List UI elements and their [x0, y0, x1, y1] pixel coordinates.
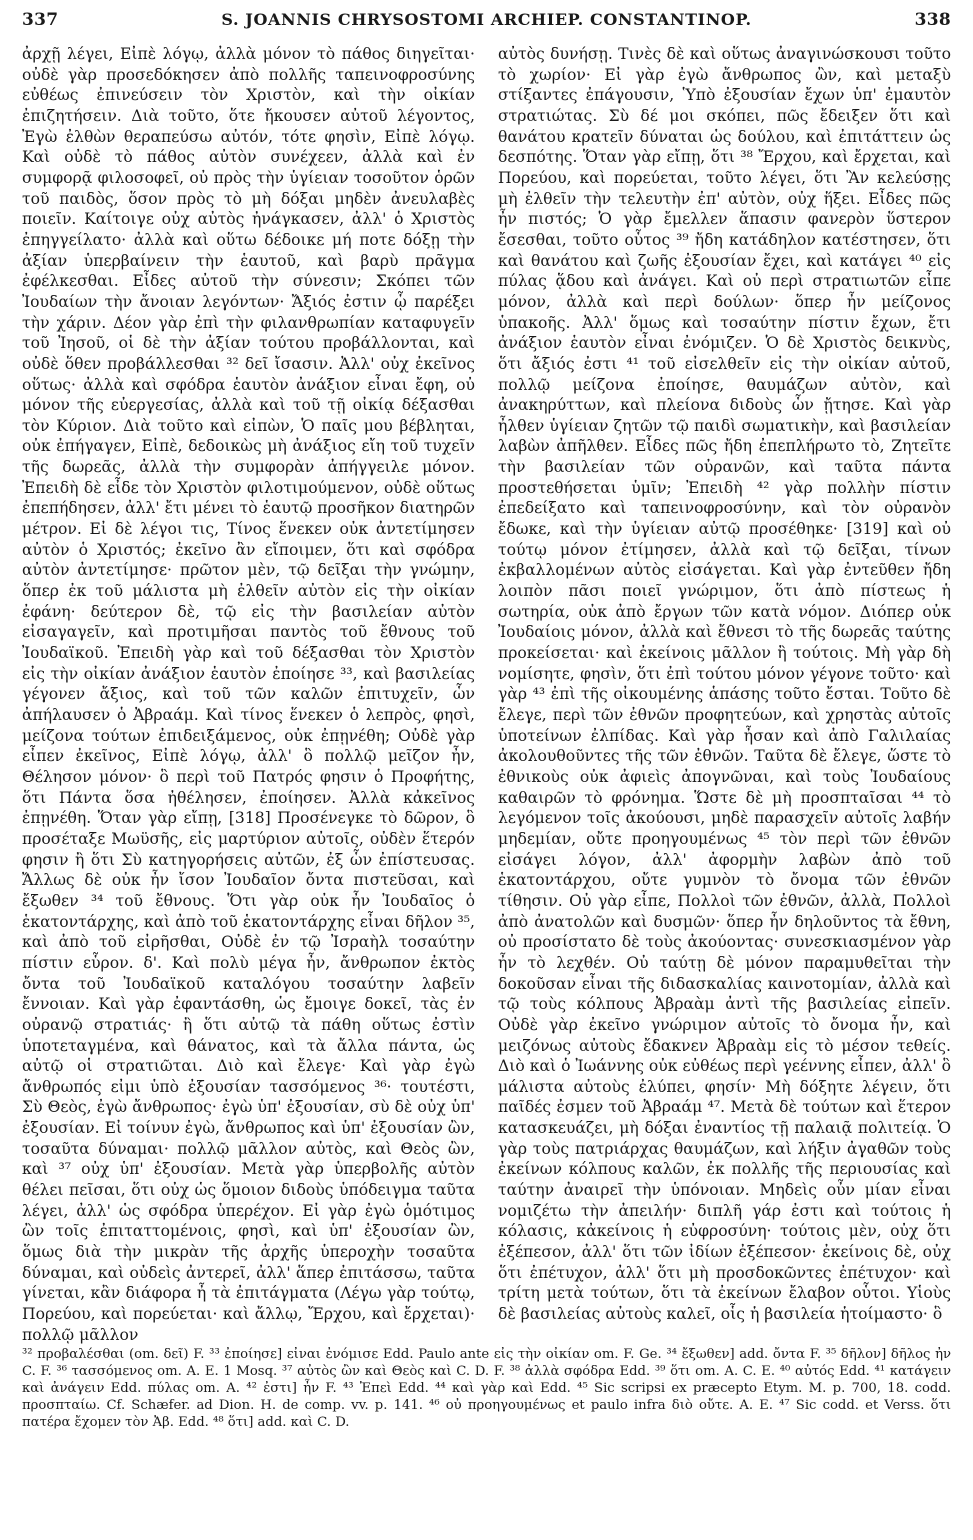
page-number-left: 337 — [22, 10, 59, 30]
left-column-text: ἀρχῇ λέγει, Εἰπὲ λόγῳ, ἀλλὰ μόνον τὸ πάθος διηγεῖται· οὐδὲ γὰρ προσεδόκησεν ἀπὸ πολλῆς ταπεινοφροσύνης εὐθέως ἐπινεύσειν τὸν Χριστὸν, καὶ τὴν οἰκίαν ἐπιζητήσειν. Διὰ τοῦτο, ὅτε ἤκουσεν αὐτοῦ λέγοντος, Ἐγὼ ἐλθὼν θεραπεύσω αὐτόν, τότε φησὶν, Εἰπὲ λόγῳ. Καὶ οὐδὲ τὸ πάθος αὐτὸν συνέχεεν, ἀλλὰ καὶ ἐν συμφορᾷ φιλοσοφεῖ, οὐ πρὸς τὴν ὑγίειαν τοσοῦτον ὁρῶν τοῦ παιδὸς, ὅσον πρὸς τὸ μὴ δόξαι μηδὲν ἀνευλαβὲς ποιεῖν. Καίτοιγε οὐχ αὐτὸς ἠνάγκασεν, ἀλλ' ὁ Χριστὸς ἐπηγγείλατο· ἀλλὰ καὶ οὕτω δέδοικε μή ποτε δόξῃ τὴν ἀξίαν ὑπερβαίνειν τὴν ἑαυτοῦ, καὶ βαρὺ πρᾶγμα ἐφέλκεσθαι. Εἶδες αὐτοῦ τὴν σύνεσιν; Σκόπει τῶν Ἰουδαίων τὴν ἄνοιαν λεγόντων· Ἄξιός ἐστιν ᾧ παρέξει τὴν χάριν. Δέον γὰρ ἐπὶ τὴν φιλανθρωπίαν καταφυγεῖν τοῦ Ἰησοῦ, οἱ δὲ τὴν ἀξίαν τούτου προβάλλονται, καὶ οὐδὲ ὅθεν προβάλλεσθαι ³² δεῖ ἴσασιν. Ἀλλ' οὐχ ἐκεῖνος οὕτως· ἀλλὰ καὶ σφόδρα ἑαυτὸν ἀνάξιον εἶναι ἔφη, οὐ μόνον τῆς εὐεργεσίας, ἀλλὰ καὶ τοῦ τῇ οἰκίᾳ δέξασθαι τὸν Κύριον. Διὰ τοῦτο καὶ εἰπὼν, Ὁ παῖς μου βέβληται, οὐκ ἐπήγαγεν, Εἰπὲ, δεδοικὼς μὴ ἀνάξιος εἴη τοῦ τυχεῖν τῆς δωρεᾶς, ἀλλὰ τὴν συμφορὰν ἀπήγγειλε μόνον. Ἐπειδὴ δὲ εἶδε τὸν Χριστὸν φιλοτιμούμενον, οὐδὲ οὕτως ἐπεπήδησεν, ἀλλ' ἔτι μένει τὸ ἑαυτῷ προσῆκον διατηρῶν μέτρον. Εἰ δὲ λέγοι τις, Τίνος ἕνεκεν οὐκ ἀντετίμησεν αὐτὸν ὁ Χριστός; ἐκεῖνο ἂν εἴποιμεν, ὅτι καὶ σφόδρα αὐτὸν ἀντετίμησε· πρῶτον μὲν, τῷ δεῖξαι τὴν γνώμην, ὅπερ ἐκ τοῦ μάλιστα μὴ ἐλθεῖν αὐτὸν εἰς τὴν οἰκίαν ἐφάνη· δεύτερον δὲ, τῷ εἰς τὴν βασιλείαν αὐτὸν εἰσαγαγεῖν, καὶ προτιμῆσαι παντὸς τοῦ ἔθνους τοῦ Ἰουδαϊκοῦ. Ἐπειδὴ γὰρ καὶ τοῦ δέξασθαι τὸν Χριστὸν εἰς τὴν οἰκίαν ἀνάξιον ἑαυτὸν ἐποίησε ³³, καὶ βασιλείας γέγονεν ἄξιος, καὶ τοῦ τῶν καλῶν ἐπιτυχεῖν, ὧν ἀπήλαυσεν ὁ Ἀβραάμ. Καὶ τίνος ἕνεκεν ὁ λεπρὸς, φησὶ, μείζονα τούτων ἐπιδειξάμενος, οὐκ ἐπῃνέθη; Οὐδὲ γὰρ εἶπεν ἐκεῖνος, Εἰπὲ λόγῳ, ἀλλ' ὃ πολλῷ μεῖζον ἦν, Θέλησον μόνον· ὃ περὶ τοῦ Πατρός φησιν ὁ Προφήτης, ὅτι Πάντα ὅσα ἠθέλησεν, ἐποίησεν. Ἀλλὰ κἀκεῖνος ἐπῃνέθη. Ὅταν γὰρ εἴπῃ, [318] Προσένεγκε τὸ δῶρον, ὃ προσέταξε Μωϋσῆς, εἰς μαρτύριον αὐτοῖς, οὐδὲν ἕτερόν φησιν ἢ ὅτι Σὺ κατηγορήσεις αὐτῶν, ἐξ ὧν ἐπίστευσας. Ἄλλως δὲ οὐκ ἦν ἴσον Ἰουδαῖον ὄντα πιστεῦσαι, καὶ ἔξωθεν ³⁴ τοῦ ἔθνους. Ὅτι γὰρ οὐκ ἦν Ἰουδαῖος ὁ ἑκατοντάρχης, καὶ ἀπὸ τοῦ ἑκατοντάρχης εἶναι δῆλον ³⁵, καὶ ἀπὸ τοῦ εἰρῆσθαι, Οὐδὲ ἐν τῷ Ἰσραὴλ τοσαύτην πίστιν εὗρον. δ'. Καὶ πολὺ μέγα ἦν, ἄνθρωπον ἐκτὸς ὄντα τοῦ Ἰουδαϊκοῦ καταλόγου τοσαύτην λαβεῖν ἔννοιαν. Καὶ γὰρ ἐφαντάσθη, ὡς ἔμοιγε δοκεῖ, τὰς ἐν οὐρανῷ στρατιάς· ἢ ὅτι αὐτῷ τὰ πάθη οὕτως ἐστὶν ὑποτεταγμένα, καὶ θάνατος, καὶ τὰ ἄλλα πάντα, ὡς αὐτῷ οἱ στρατιῶται. Διὸ καὶ ἔλεγε· Καὶ γὰρ ἐγὼ ἄνθρωπός εἰμι ὑπὸ ἐξουσίαν τασσόμενος ³⁶· τουτέστι, Σὺ Θεὸς, ἐγὼ ἄνθρωπος· ἐγὼ ὑπ' ἐξουσίαν, σὺ δὲ οὐχ ὑπ' ἐξουσίαν. Εἰ τοίνυν ἐγὼ, ἄνθρωπος καὶ ὑπ' ἐξουσίαν ὢν, τοσαῦτα δύναμαι· πολλῷ μᾶλλον αὐτὸς, καὶ Θεὸς ὢν, καὶ ³⁷ οὐχ ὑπ' ἐξουσίαν. Μετὰ γὰρ ὑπερβολῆς αὐτὸν θέλει πεῖσαι, ὅτι οὐχ ὡς ὅμοιον διδοὺς ὑπόδειγμα ταῦτα λέγει, ἀλλ' ὡς σφόδρα ὑπερέχον. Εἰ γὰρ ἐγὼ ὁμότιμος ὢν τοῖς ἐπιταττομένοις, φησὶ, καὶ ὑπ' ἐξουσίαν ὢν, ὅμως διὰ τὴν μικρὰν τῆς ἀρχῆς ὑπεροχὴν τοσαῦτα δύναμαι, καὶ οὐδεὶς ἀντερεῖ, ἀλλ' ἅπερ ἐπιτάσσω, ταῦτα γίνεται, κἂν διάφορα ἦ τὰ ἐπιτάγματα (Λέγω γὰρ τούτῳ, Πορεύου, καὶ πορεύεται· καὶ ἄλλῳ, Ἔρχου, καὶ ἔρχεται)· πολλῷ μᾶλλον — [22, 45, 475, 1344]
right-column — [498, 44, 951, 1345]
running-title: S. JOANNIS CHRYSOSTOMI ARCHIEP. CONSTANTINOP. — [221, 10, 752, 29]
footnotes-text: ³² προβαλέσθαι (om. δεῖ) F. ³³ ἐποίησε] εἶναι ἐνόμισε Edd. Paulo ante εἰς τὴν οἰκίαν om. F. Ge. ³⁴ ἔξωθεν] add. ὄντα F. ³⁵ δῆλον] δῆλος ἦν C. F. ³⁶ τασσόμενος om. A. E. 1 Mosq. ³⁷ αὐτὸς ὢν καὶ Θεὸς καὶ C. D. F. ³⁸ ἀλλὰ σφόδρα Edd. ³⁹ ὅτι om. A. C. E. ⁴⁰ αὐτός Edd. ⁴¹ κατάγειν καὶ ἀνάγειν Edd. πύλας om. A. ⁴² ἐστι] ἦν F. ⁴³ Ἐπεὶ Edd. ⁴⁴ καὶ γὰρ καὶ Edd. ⁴⁵ Sic scripsi ex præcepto Etym. M. p. 700, 18. codd. προσπταίω. Cf. Schæfer. ad Dion. H. de comp. vv. p. 141. ⁴⁶ οὐ προηγουμένως et paulo infra διὸ οὔτε. A. E. ⁴⁷ Sic codd. et Verss. ὅτι πατέρα ἔχομεν τὸν Ἀβ. Edd. ⁴⁸ ὅτι] add. καὶ C. D. — [22, 1347, 951, 1430]
page-number-right: 338 — [914, 10, 951, 30]
footnotes — [22, 1347, 951, 1431]
left-column — [22, 44, 475, 1345]
text-columns — [22, 44, 951, 1345]
right-column-text: αὐτὸς δυνήσῃ. Τινὲς δὲ καὶ οὕτως ἀναγινώσκουσι τοῦτο τὸ χωρίον· Εἰ γὰρ ἐγὼ ἄνθρωπος ὢν, καὶ μεταξὺ στίξαντες ἐπάγουσιν, Ὑπὸ ἐξουσίαν ἔχων ὑπ' ἐμαυτὸν στρατιώτας. Σὺ δέ μοι σκόπει, πῶς ἔδειξεν ὅτι καὶ θανάτου κρατεῖν δύναται ὡς δούλου, καὶ ἐπιτάττειν ὡς δεσπότης. Ὅταν γὰρ εἴπῃ, ὅτι ³⁸ Ἔρχου, καὶ ἔρχεται, καὶ Πορεύου, καὶ πορεύεται, τοῦτο λέγει, ὅτι Ἂν κελεύσῃς μὴ ἐλθεῖν τὴν τελευτὴν ἐπ' αὐτὸν, οὐχ ἥξει. Εἶδες πῶς ἦν πιστός; Ὁ γὰρ ἔμελλεν ἅπασιν φανερὸν ὕστερον ἔσεσθαι, τοῦτο οὗτος ³⁹ ἤδη κατάδηλον κατέστησεν, ὅτι καὶ θανάτου καὶ ζωῆς ἐξουσίαν ἔχει, καὶ κατάγει ⁴⁰ εἰς πύλας ᾅδου καὶ ἀνάγει. Καὶ οὐ περὶ στρατιωτῶν εἶπε μόνον, ἀλλὰ καὶ περὶ δούλων· ὅπερ ἦν μείζονος ὑπακοῆς. Ἀλλ' ὅμως καὶ τοσαύτην πίστιν ἔχων, ἔτι ἀνάξιον ἑαυτὸν εἶναι ἐνόμιζεν. Ὁ δὲ Χριστὸς δεικνὺς, ὅτι ἄξιός ἐστι ⁴¹ τοῦ εἰσελθεῖν εἰς τὴν οἰκίαν αὐτοῦ, πολλῷ μείζονα ἐποίησε, θαυμάζων αὐτὸν, καὶ ἀνακηρύττων, καὶ πλείονα διδοὺς ὧν ᾔτησε. Καὶ γὰρ ἦλθεν ὑγίειαν ζητῶν τῷ παιδὶ σωματικὴν, καὶ βασιλείαν λαβὼν ἀπῆλθεν. Εἶδες πῶς ἤδη ἐπεπλήρωτο τὸ, Ζητεῖτε τὴν βασιλείαν τῶν οὐρανῶν, καὶ ταῦτα πάντα προστεθήσεται ὑμῖν; Ἐπειδὴ ⁴² γὰρ πολλὴν πίστιν ἐπεδείξατο καὶ ταπεινοφροσύνην, καὶ τὸν οὐρανὸν ἔδωκε, καὶ τὴν ὑγίειαν αὐτῷ προσέθηκε· [319] καὶ οὐ τούτῳ μόνον ἐτίμησεν, ἀλλὰ καὶ τῷ δεῖξαι, τίνων ἐκβαλλομένων αὐτὸς εἰσάγεται. Καὶ γὰρ ἐντεῦθεν ἤδη λοιπὸν πᾶσι ποιεῖ γνώριμον, ὅτι ἀπὸ πίστεως ἡ σωτηρία, οὐκ ἀπὸ ἔργων τῶν κατὰ νόμον. Διόπερ οὐκ Ἰουδαίοις μόνον, ἀλλὰ καὶ ἔθνεσι τὸ τῆς δωρεᾶς ταύτης προκείσεται· καὶ ἐκείνοις μᾶλλον ἢ τούτοις. Μὴ γὰρ δὴ νομίσητε, φησὶν, ὅτι ἐπὶ τούτου μόνον γέγονε τοῦτο· καὶ γὰρ ⁴³ ἐπὶ τῆς οἰκουμένης ἁπάσης τοῦτο ἔσται. Τοῦτο δὲ ἔλεγε, περὶ τῶν ἐθνῶν προφητεύων, καὶ χρηστὰς αὐτοῖς ὑποτείνων ἐλπίδας. Καὶ γὰρ ἦσαν καὶ ἀπὸ Γαλιλαίας ἀκολουθοῦντες τῆς τῶν ἐθνῶν. Ταῦτα δὲ ἔλεγε, ὥστε τὸ ἐθνικοὺς οὐκ ἀφιεὶς ἀπογνῶναι, καὶ τοὺς Ἰουδαίους καθαιρῶν τὸ φρόνημα. Ὥστε δὲ μὴ προσπταῖσαι ⁴⁴ τὸ λεγόμενον τοῖς ἀκούουσι, μηδὲ παρασχεῖν αὐτοῖς λαβήν μηδεμίαν, οὔτε προηγουμένως ⁴⁵ τὸν περὶ τῶν ἐθνῶν εἰσάγει λόγον, ἀλλ' ἀφορμὴν λαβὼν ἀπὸ τοῦ ἑκατοντάρχου, οὔτε γυμνὸν τὸ ὄνομα τῶν ἐθνῶν τίθησιν. Οὐ γὰρ εἶπε, Πολλοὶ τῶν ἐθνῶν, ἀλλὰ, Πολλοὶ ἀπὸ ἀνατολῶν καὶ δυσμῶν· ὅπερ ἦν δηλοῦντος τὰ ἔθνη, οὐ προσίστατο δὲ τοὺς ἀκούοντας· συνεσκιασμένον γὰρ ἦν τὸ λεχθέν. Οὐ ταύτῃ δὲ μόνον παραμυθεῖται τὴν δοκοῦσαν εἶναι τῆς διδασκαλίας καινοτομίαν, ἀλλὰ καὶ τῷ τοὺς κόλπους Ἀβραὰμ ἀντὶ τῆς βασιλείας εἰπεῖν. Οὐδὲ γὰρ ἐκεῖνο γνώριμον αὐτοῖς τὸ ὄνομα ἦν, καὶ μειζόνως αὐτοὺς ἔδακνεν Ἀβραὰμ εἰς τὸ μέσον τεθείς. Διὸ καὶ ὁ Ἰωάννης οὐκ εὐθέως περὶ γεέννης εἶπεν, ἀλλ' ὃ μάλιστα αὐτοὺς ἐλύπει, φησίν· Μὴ δόξητε λέγειν, ὅτι παῖδές ἐσμεν τοῦ Ἀβραάμ ⁴⁷. Μετὰ δὲ τούτων καὶ ἕτερον κατασκευάζει, μὴ δόξαι ἐναντίος τῇ παλαιᾷ πολιτείᾳ. Ὁ γὰρ τοὺς πατριάρχας θαυμάζων, καὶ λήξιν ἀγαθῶν τοὺς ἐκείνων κόλπους καλῶν, ἐκ πολλῆς τῆς περιουσίας καὶ ταύτην ἀναιρεῖ τὴν ὑπόνοιαν. Μηδεὶς οὖν μίαν εἶναι νομιζέτω τὴν ἀπειλήν· διπλῆ γάρ ἐστι καὶ τούτοις ἡ κόλασις, κἀκείνοις ἡ εὐφροσύνη· τούτοις μὲν, οὐχ ὅτι ἐξέπεσον, ἀλλ' ὅτι τῶν ἰδίων ἐξέπεσον· ἐκείνοις δὲ, οὐχ ὅτι ἐπέτυχον, ἀλλ' ὅτι μὴ προσδοκῶντες ἐπέτυχον· καὶ τρίτη μετὰ τούτων, ὅτι τὰ ἐκείνων ἔλαβον οὗτοι. Υἱοὺς δὲ βασιλείας αὐτοὺς καλεῖ, οἷς ἡ βασιλεία ἡτοίμαστο· ὃ — [498, 45, 951, 1324]
running-header — [22, 10, 951, 40]
